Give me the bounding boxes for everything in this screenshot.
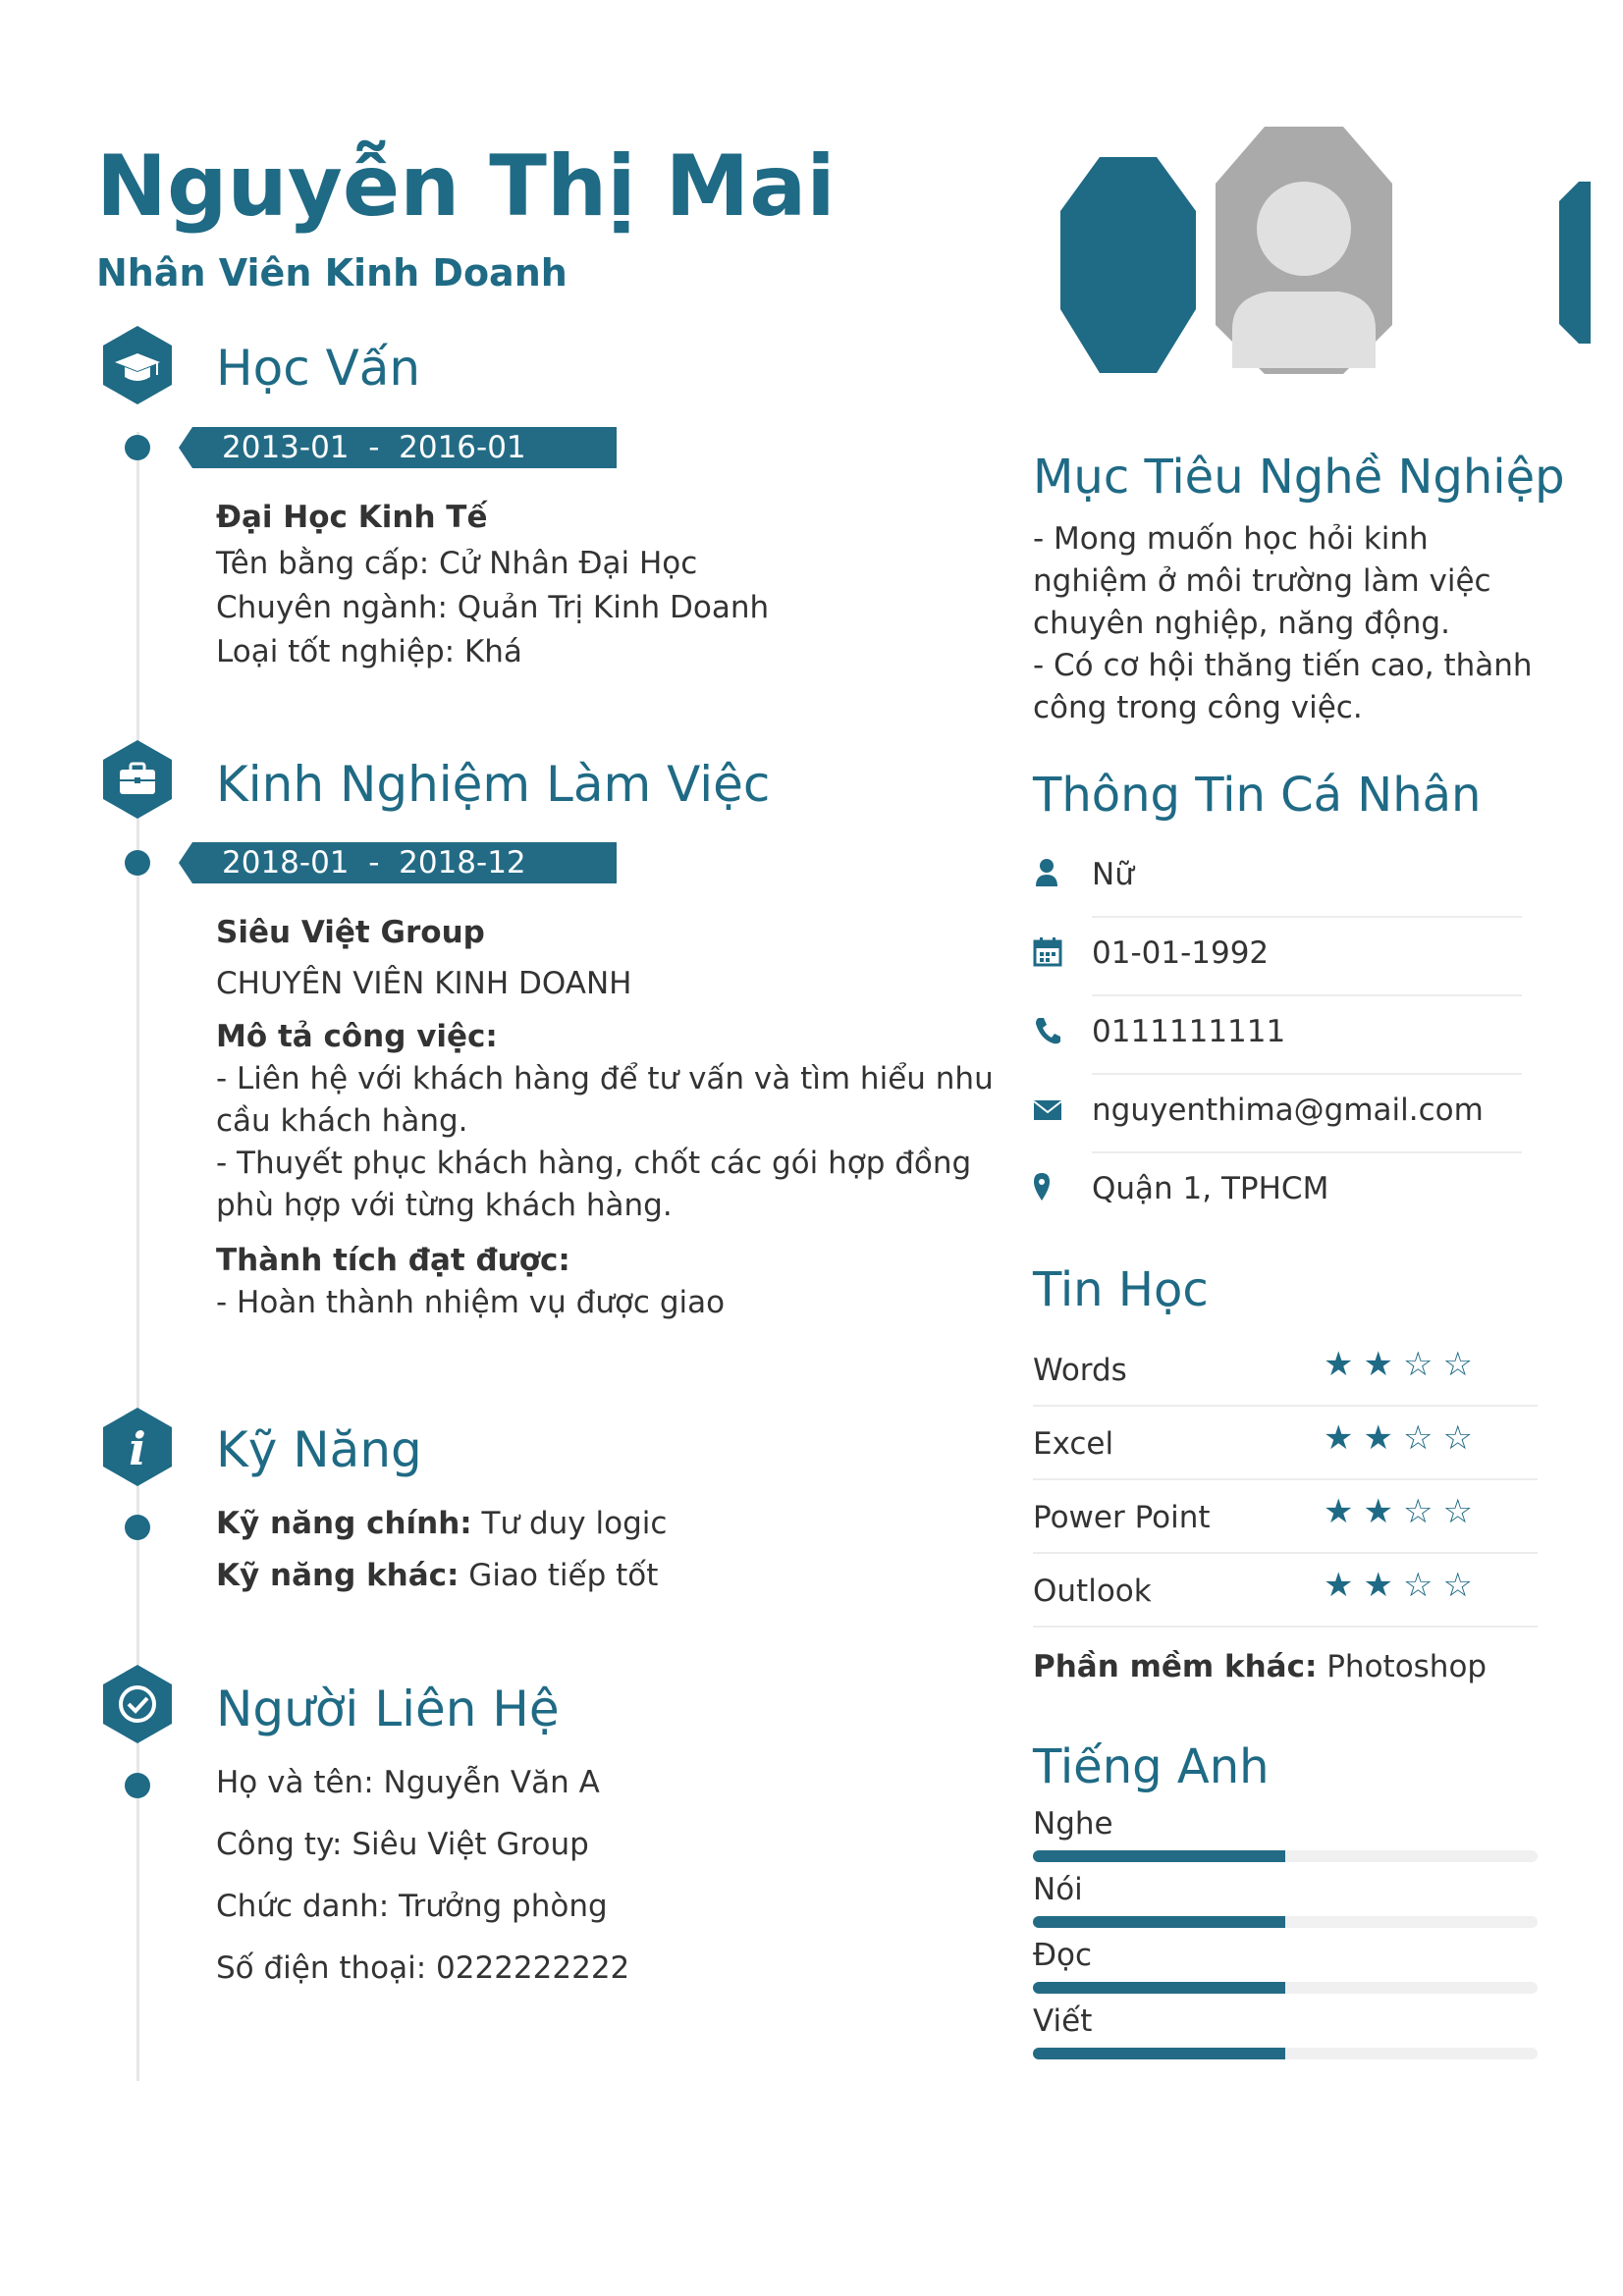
info-row-gender bbox=[1033, 839, 1524, 918]
experience-achieve-1: - Hoàn thành nhiệm vụ được giao bbox=[216, 1285, 726, 1320]
divider bbox=[1033, 1626, 1538, 1628]
education-major: Chuyên ngành: Quản Trị Kinh Doanh bbox=[216, 590, 770, 625]
avatar-hex-right bbox=[1559, 182, 1591, 344]
education-degree: Tên bằng cấp: Cử Nhân Đại Học bbox=[216, 546, 698, 581]
rating-stars bbox=[1324, 1492, 1483, 1531]
envelope-icon bbox=[1033, 1093, 1062, 1126]
english-level-bar bbox=[1033, 1916, 1538, 1928]
candidate-job-title: Nhân Viên Kinh Doanh bbox=[96, 251, 568, 294]
english-title: Tiếng Anh bbox=[1033, 1739, 1270, 1794]
english-level-fill bbox=[1033, 2048, 1285, 2059]
experience-title: Kinh Nghiệm Làm Việc bbox=[216, 756, 771, 813]
experience-company: Siêu Việt Group bbox=[216, 915, 485, 950]
map-marker-icon bbox=[1033, 1171, 1062, 1204]
rating-stars bbox=[1324, 1566, 1483, 1605]
computer-other-value: Photoshop bbox=[1317, 1649, 1488, 1684]
english-level-fill bbox=[1033, 1850, 1285, 1862]
computer-skill-name: Excel bbox=[1033, 1426, 1114, 1462]
experience-achieve-label: Thành tích đạt được: bbox=[216, 1243, 570, 1278]
objective-text-1: - Mong muốn học hỏi kinh nghiệm ở môi trường làm việc chuyên nghiệp, năng động. bbox=[1033, 521, 1491, 641]
computer-other-label: Phần mềm khác: bbox=[1033, 1649, 1318, 1684]
objective-text-2: - Có cơ hội thăng tiến cao, thành công trong công việc. bbox=[1033, 648, 1533, 725]
computer-skill-row bbox=[1033, 1554, 1538, 1628]
reference-position: Chức danh: Trưởng phòng bbox=[216, 1889, 608, 1924]
avatar bbox=[1041, 123, 1591, 437]
reference-company: Công ty: Siêu Việt Group bbox=[216, 1827, 589, 1862]
graduation-cap-icon bbox=[99, 324, 176, 406]
user-icon bbox=[1033, 857, 1062, 890]
svg-text:i: i bbox=[129, 1422, 146, 1475]
computer-skill-name: Power Point bbox=[1033, 1500, 1211, 1535]
phone-icon bbox=[1033, 1014, 1062, 1047]
computer-skill-row bbox=[1033, 1480, 1538, 1554]
star-filled-icon: ★ bbox=[1324, 1418, 1364, 1458]
star-filled-icon: ★ bbox=[1363, 1418, 1403, 1458]
star-filled-icon: ★ bbox=[1324, 1345, 1364, 1384]
avatar-head bbox=[1257, 182, 1351, 276]
objective-title: Mục Tiêu Nghề Nghiệp bbox=[1033, 450, 1565, 505]
timeline-dot bbox=[125, 1515, 150, 1540]
english-level-bar bbox=[1033, 2048, 1538, 2059]
english-level-bar bbox=[1033, 1850, 1538, 1862]
skills-other-label: Kỹ năng khác: bbox=[216, 1558, 460, 1593]
skills-title: Kỹ Năng bbox=[216, 1421, 422, 1478]
experience-position: CHUYÊN VIÊN KINH DOANH bbox=[216, 966, 632, 1001]
experience-desc-1: - Liên hệ với khách hàng để tư vấn và tìm hiểu nhu cầu khách hàng. bbox=[216, 1061, 994, 1139]
info-row-phone bbox=[1033, 996, 1524, 1075]
reference-title: Người Liên Hệ bbox=[216, 1681, 560, 1737]
timeline-line bbox=[136, 432, 139, 2081]
education-title: Học Vấn bbox=[216, 340, 421, 397]
english-skill-name: Viết bbox=[1033, 2003, 1093, 2039]
star-filled-icon: ★ bbox=[1363, 1566, 1403, 1605]
english-level-fill bbox=[1033, 1916, 1285, 1928]
star-outline-icon: ☆ bbox=[1402, 1418, 1443, 1458]
star-outline-icon: ☆ bbox=[1442, 1418, 1483, 1458]
info-row-email bbox=[1033, 1075, 1524, 1153]
star-outline-icon: ☆ bbox=[1402, 1492, 1443, 1531]
info-address: Quận 1, TPHCM bbox=[1092, 1171, 1329, 1206]
english-skill-name: Đọc bbox=[1033, 1938, 1093, 1973]
experience-desc-label: Mô tả công việc: bbox=[216, 1019, 498, 1054]
avatar-hex-left bbox=[1060, 157, 1196, 373]
star-filled-icon: ★ bbox=[1324, 1492, 1364, 1531]
english-skill-name: Nói bbox=[1033, 1872, 1083, 1907]
timeline-dot bbox=[125, 435, 150, 460]
experience-desc-2: - Thuyết phục khách hàng, chốt các gói hợp đồng phù hợp với từng khách hàng. bbox=[216, 1146, 972, 1223]
education-school: Đại Học Kinh Tế bbox=[216, 500, 488, 535]
english-level-bar bbox=[1033, 1982, 1538, 1994]
star-outline-icon: ☆ bbox=[1402, 1566, 1443, 1605]
english-skill-name: Nghe bbox=[1033, 1806, 1113, 1842]
timeline-dot bbox=[125, 850, 150, 876]
info-row-dob bbox=[1033, 918, 1524, 996]
star-filled-icon: ★ bbox=[1363, 1345, 1403, 1384]
star-filled-icon: ★ bbox=[1324, 1566, 1364, 1605]
info-dob: 01-01-1992 bbox=[1092, 935, 1270, 971]
education-grade: Loại tốt nghiệp: Khá bbox=[216, 634, 522, 669]
info-icon bbox=[99, 1406, 176, 1488]
info-email: nguyenthima@gmail.com bbox=[1092, 1093, 1484, 1128]
computer-skill-name: Outlook bbox=[1033, 1574, 1152, 1609]
reference-phone: Số điện thoại: 0222222222 bbox=[216, 1950, 630, 1986]
skills-main bbox=[216, 1502, 667, 1545]
skills-other-value: Giao tiếp tốt bbox=[459, 1558, 659, 1593]
info-row-address bbox=[1033, 1153, 1524, 1232]
star-outline-icon: ☆ bbox=[1442, 1345, 1483, 1384]
candidate-name: Nguyễn Thị Mai bbox=[96, 137, 836, 236]
star-filled-icon: ★ bbox=[1363, 1492, 1403, 1531]
personal-title: Thông Tin Cá Nhân bbox=[1033, 768, 1482, 823]
computer-title: Tin Học bbox=[1033, 1262, 1209, 1317]
briefcase-icon bbox=[99, 738, 176, 821]
computer-other bbox=[1033, 1645, 1487, 1688]
timeline-dot bbox=[125, 1773, 150, 1798]
skills-main-label: Kỹ năng chính: bbox=[216, 1506, 472, 1541]
avatar-body bbox=[1232, 292, 1376, 368]
rating-stars bbox=[1324, 1418, 1483, 1458]
english-level-fill bbox=[1033, 1982, 1285, 1994]
experience-date: 2018-01 - 2018-12 bbox=[192, 842, 617, 883]
education-date: 2013-01 - 2016-01 bbox=[192, 427, 617, 468]
check-circle-icon bbox=[99, 1663, 176, 1745]
star-outline-icon: ☆ bbox=[1442, 1492, 1483, 1531]
computer-skill-row bbox=[1033, 1407, 1538, 1480]
info-gender: Nữ bbox=[1092, 857, 1134, 892]
computer-skill-row bbox=[1033, 1333, 1538, 1407]
calendar-icon bbox=[1033, 935, 1062, 969]
skills-other bbox=[216, 1554, 658, 1597]
star-outline-icon: ☆ bbox=[1442, 1566, 1483, 1605]
skills-main-value: Tư duy logic bbox=[471, 1506, 668, 1541]
star-outline-icon: ☆ bbox=[1402, 1345, 1443, 1384]
rating-stars bbox=[1324, 1345, 1483, 1384]
computer-skill-name: Words bbox=[1033, 1353, 1127, 1388]
reference-name: Họ và tên: Nguyễn Văn A bbox=[216, 1765, 600, 1800]
info-phone: 0111111111 bbox=[1092, 1014, 1286, 1049]
